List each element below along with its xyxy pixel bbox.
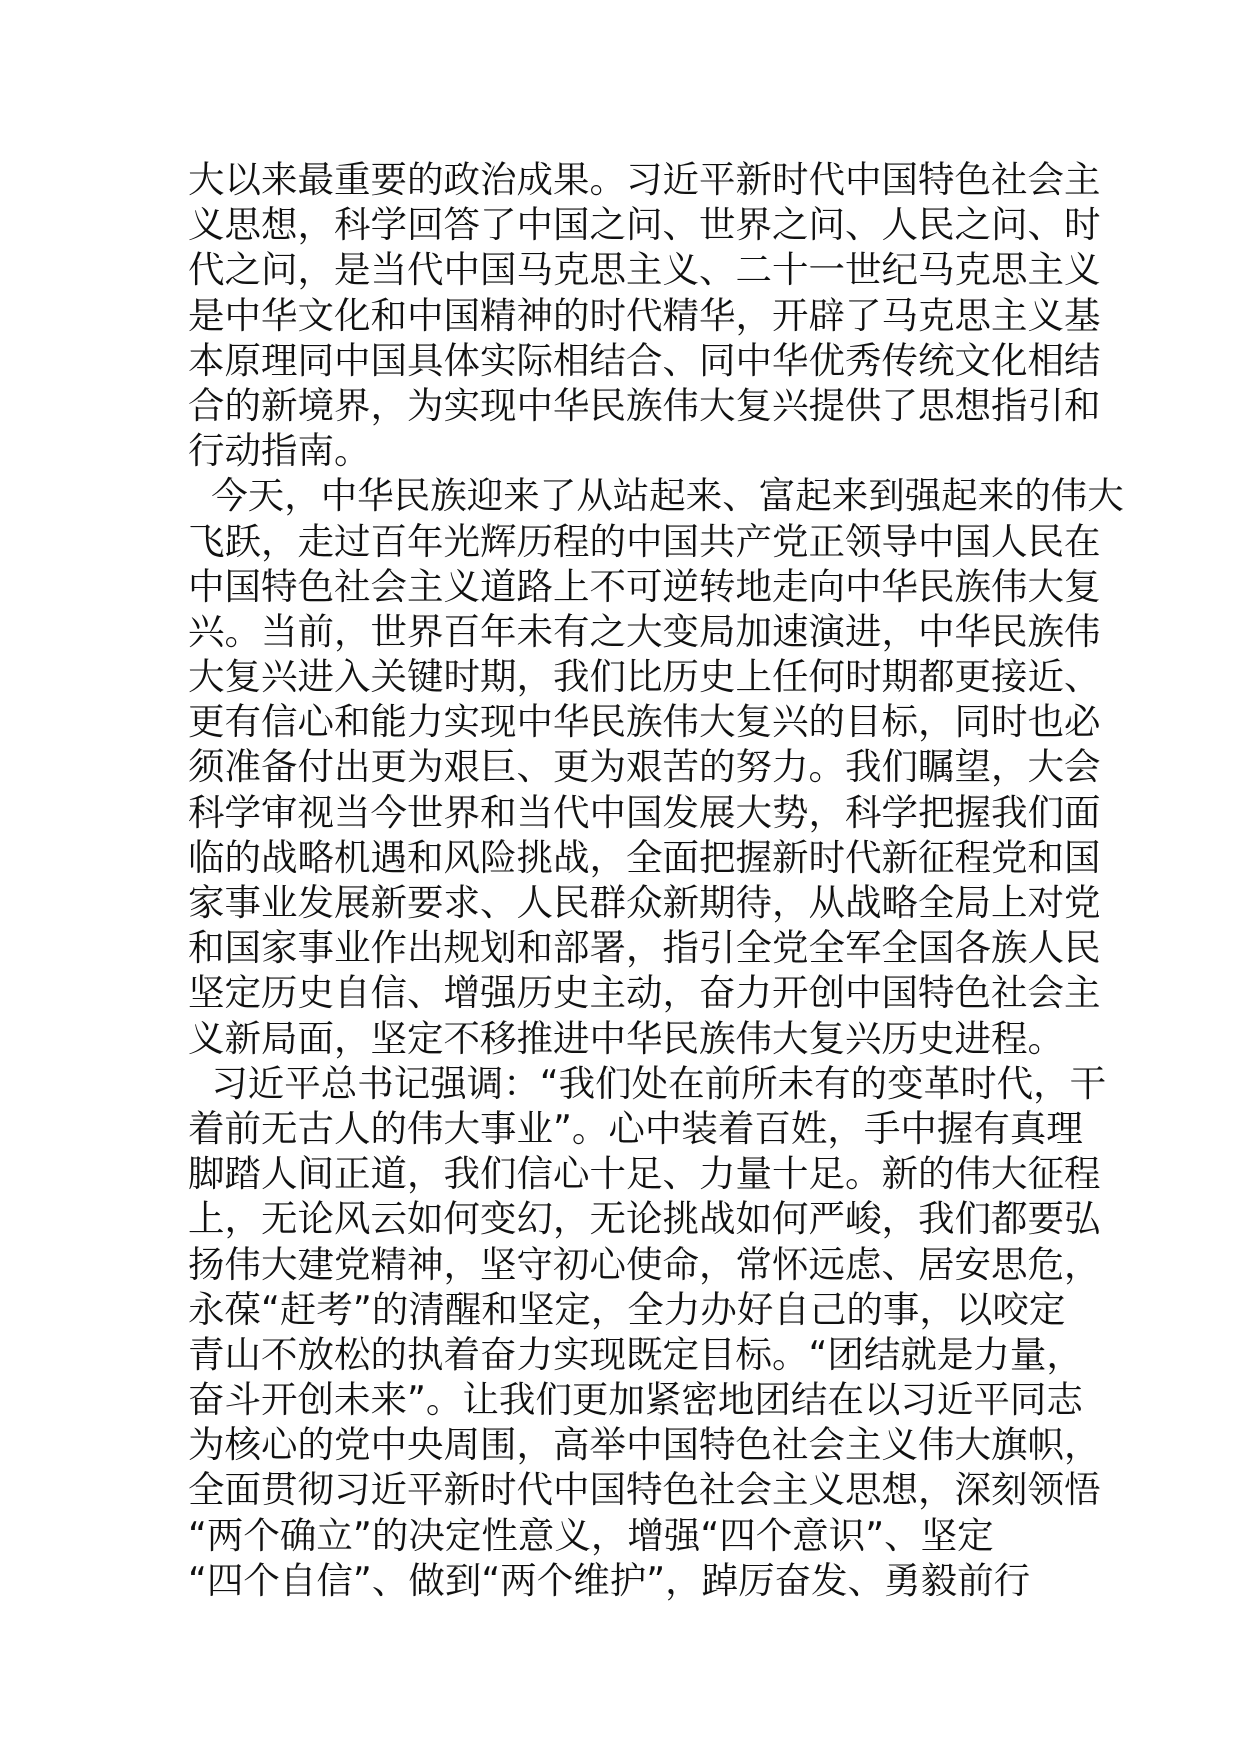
text-line: “四个自信”、做到“两个维护”，踔厉奋发、勇毅前行 [188,1558,1031,1602]
text-line: 行动指南。 [188,429,371,473]
text-line: 义新局面，坚定不移推进中华民族伟大复兴历史进程。 [188,1016,1064,1060]
text-line: 合的新境界，为实现中华民族伟大复兴提供了思想指引和 [188,383,1101,427]
text-line: 和国家事业作出规划和部署，指引全党全军全国各族人民 [188,926,1101,970]
text-line: 须准备付出更为艰巨、更为艰苦的努力。我们瞩望，大会 [188,745,1101,789]
text-line: 坚定历史自信、增强历史主动，奋力开创中国特色社会主 [188,971,1101,1015]
text-line: 更有信心和能力实现中华民族伟大复兴的目标，同时也必 [188,700,1101,744]
text-line: “两个确立”的决定性意义，增强“四个意识”、坚定 [188,1513,994,1557]
text-line: 临的战略机遇和风险挑战，全面把握新时代新征程党和国 [188,835,1101,879]
text-line: 奋斗开创未来”。让我们更加紧密地团结在以习近平同志 [188,1378,1083,1422]
text-line: 全面贯彻习近平新时代中国特色社会主义思想，深刻领悟 [188,1468,1101,1512]
text-line: 科学审视当今世界和当代中国发展大势，科学把握我们面 [188,790,1101,834]
text-line: 今天，中华民族迎来了从站起来、富起来到强起来的伟大 [188,474,1124,518]
text-line: 兴。当前，世界百年未有之大变局加速演进，中华民族伟 [188,609,1101,653]
text-line: 青山不放松的执着奋力实现既定目标。“团结就是力量， [188,1332,1083,1376]
text-line: 大以来最重要的政治成果。习近平新时代中国特色社会主 [188,158,1101,201]
text-line: 是中华文化和中国精神的时代精华，开辟了马克思主义基 [188,293,1101,337]
text-line: 大复兴进入关键时期，我们比历史上任何时期都更接近、 [188,655,1101,699]
text-line: 家事业发展新要求、人民群众新期待，从战略全局上对党 [188,881,1101,924]
text-line: 脚踏人间正道，我们信心十足、力量十足。新的伟大征程 [188,1152,1101,1196]
body-text [188,157,1124,1603]
text-line: 义思想，科学回答了中国之问、世界之问、人民之问、时 [188,203,1101,247]
text-line: 代之问，是当代中国马克思主义、二十一世纪马克思主义 [188,248,1101,292]
text-line: 为核心的党中央周围，高举中国特色社会主义伟大旗帜， [188,1423,1101,1467]
text-line: 飞跃，走过百年光辉历程的中国共产党正领导中国人民在 [188,519,1101,563]
text-line: 扬伟大建党精神，坚守初心使命，常怀远虑、居安思危， [188,1242,1101,1286]
text-line: 永葆“赶考”的清醒和坚定，全力办好自己的事，以咬定 [188,1287,1066,1331]
text-line: 上，无论风云如何变幻，无论挑战如何严峻，我们都要弘 [188,1197,1101,1241]
text-line: 中国特色社会主义道路上不可逆转地走向中华民族伟大复 [188,564,1101,608]
text-line: 本原理同中国具体实际相结合、同中华优秀传统文化相结 [188,338,1101,382]
text-line: 习近平总书记强调：“我们处在前所未有的变革时代，干 [188,1061,1107,1105]
text-line: 着前无古人的伟大事业”。心中装着百姓，手中握有真理 [188,1106,1083,1150]
